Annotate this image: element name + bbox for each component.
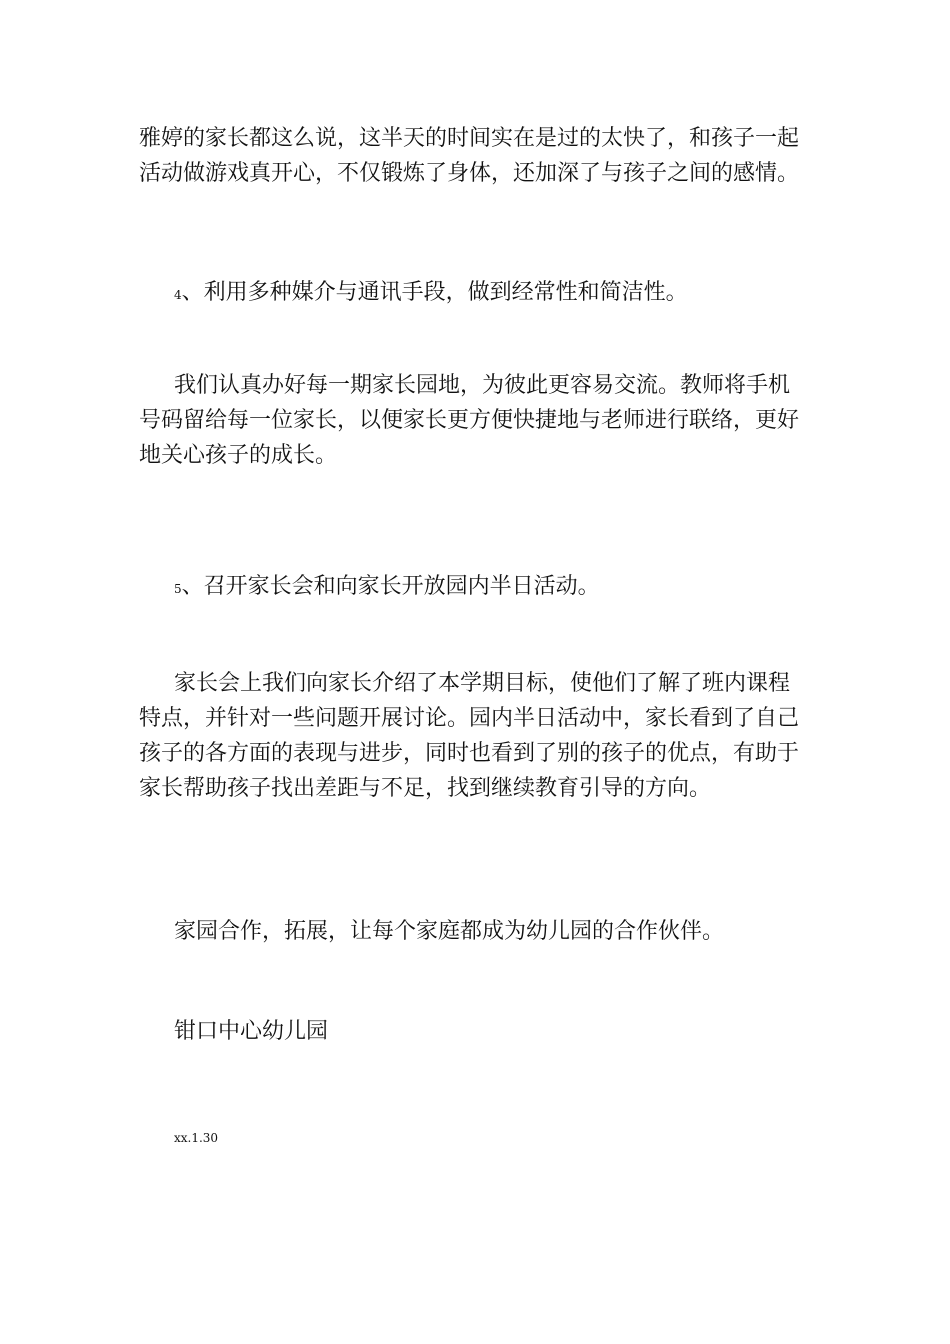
text-line: 家长帮助孩子找出差距与不足，找到继续教育引导的方向。 <box>139 776 712 801</box>
section-number: 5 <box>174 582 182 596</box>
text-line: 号码留给每一位家长，以便家长更方便快捷地与老师进行联络，更好 <box>139 408 800 433</box>
paragraph-cooperation <box>139 914 864 949</box>
text-line: 特点，并针对一些问题开展讨论。园内半日活动中，家长看到了自己 <box>139 706 800 731</box>
document-date: xx.1.30 <box>174 1131 219 1145</box>
paragraph-parent-garden <box>139 368 829 473</box>
section-heading-text: 、利用多种媒介与通讯手段，做到经常性和简洁性。 <box>181 280 688 305</box>
section-heading-text: 、召开家长会和向家长开放园内半日活动。 <box>181 574 600 599</box>
text-line: 孩子的各方面的表现与进步，同时也看到了别的孩子的优点，有助于 <box>139 741 800 766</box>
text-line: 家长会上我们向家长介绍了本学期目标，使他们了解了班内课程 <box>174 671 791 696</box>
section-heading-4 <box>139 275 864 310</box>
section-heading-5 <box>139 569 864 604</box>
text-line: 钳口中心幼儿园 <box>174 1019 329 1044</box>
text-line: 家园合作，拓展，让每个家庭都成为幼儿园的合作伙伴。 <box>174 919 725 944</box>
paragraph-parent-meeting <box>139 666 829 806</box>
paragraph-parent-feedback <box>139 121 829 191</box>
text-line: 雅婷的家长都这么说，这半天的时间实在是过的太快了，和孩子一起 <box>139 126 800 151</box>
text-line: 地关心孩子的成长。 <box>139 443 338 468</box>
text-line: 我们认真办好每一期家长园地，为彼此更容易交流。教师将手机 <box>174 373 791 398</box>
organization-name <box>139 1014 864 1049</box>
text-line: 活动做游戏真开心，不仅锻炼了身体，还加深了与孩子之间的感情。 <box>139 161 800 186</box>
section-number: 4 <box>174 288 182 302</box>
